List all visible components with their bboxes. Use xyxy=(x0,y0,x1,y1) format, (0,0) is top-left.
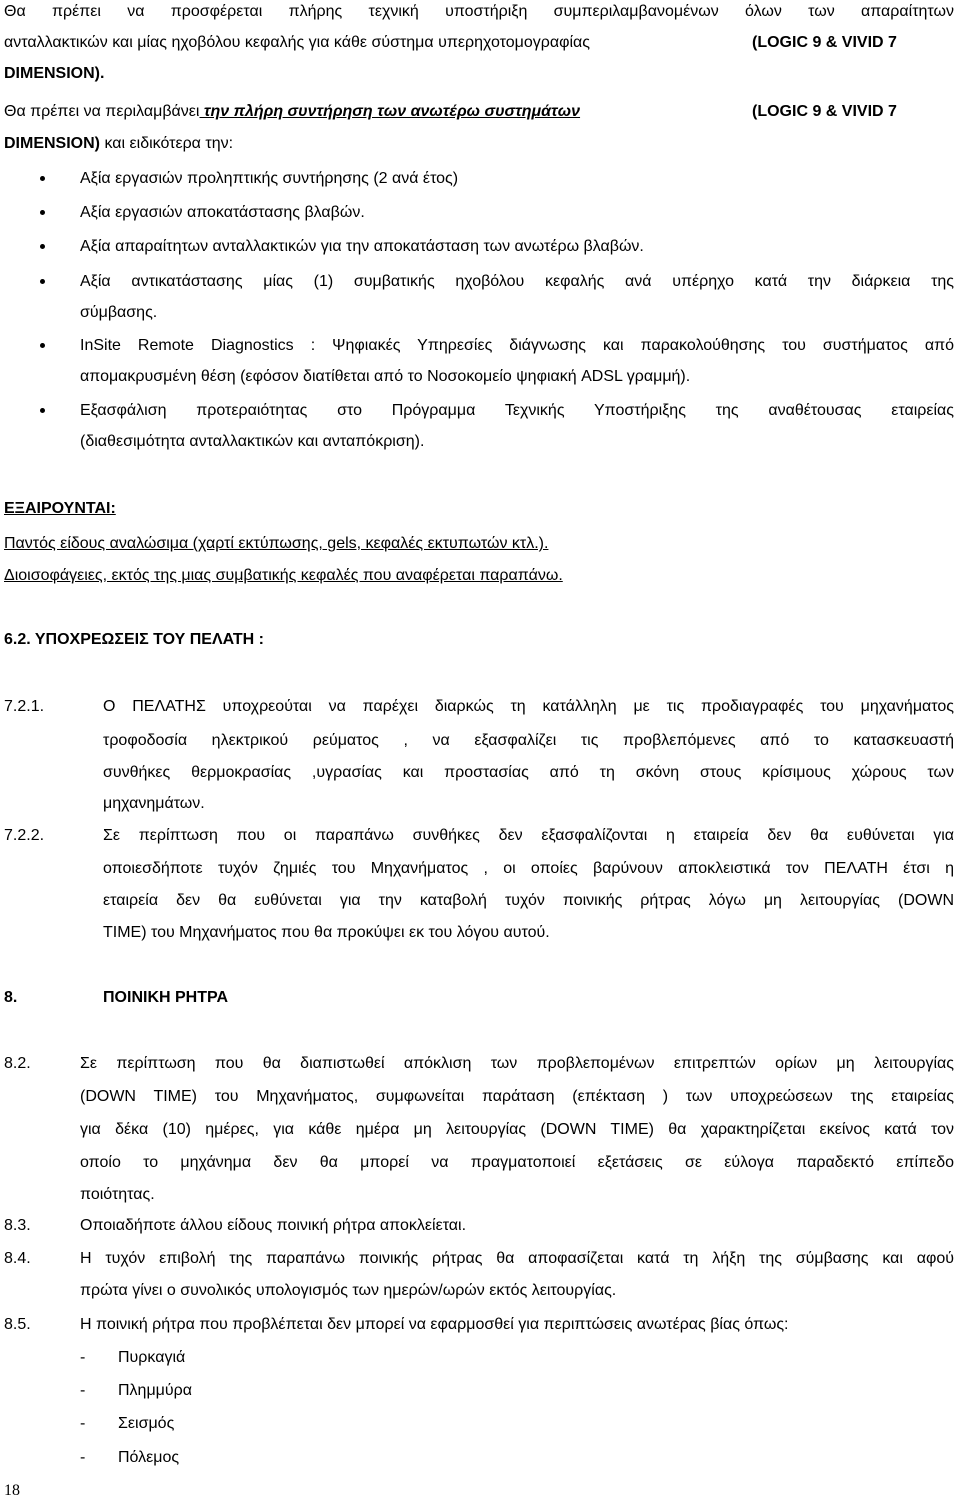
intro2-text: Θα πρέπει να περιλαμβάνει xyxy=(4,103,200,120)
section-8-number: 8. xyxy=(4,989,18,1006)
force-majeure-dash: - xyxy=(80,1349,86,1366)
clause-8-5-line-1: Η ποινική ρήτρα που προβλέπεται δεν μπορεί να εφαρμοσθεί για περιπτώσεις ανωτέρας βίας όπως: xyxy=(80,1316,789,1333)
intro-paragraph-1-line-3: DIMENSION). xyxy=(4,65,105,82)
clause-8-4-number: 8.4. xyxy=(4,1250,31,1267)
clause-8-5-number: 8.5. xyxy=(4,1316,31,1333)
bullet-item-1: Αξία εργασιών προληπτικής συντήρησης (2 ανά έτος) xyxy=(80,170,459,187)
force-majeure-item: Πυρκαγιά xyxy=(118,1349,186,1366)
intro2-tail: και ειδικότερα την: xyxy=(100,135,234,152)
clause-7-2-1-line-2: τροφοδοσία ηλεκτρικού ρεύματος , να εξασφαλίζει τις προβλεπόμενες από το κατασκευαστή xyxy=(103,732,954,749)
bullet-icon xyxy=(40,210,45,215)
force-majeure-item: Σεισμός xyxy=(118,1415,175,1432)
clause-8-2-line-3: για δέκα (10) ημέρες, για κάθε ημέρα μη λειτουργίας (DOWN TIME) θα χαρακτηρίζεται εκείνος κατά τον xyxy=(80,1121,954,1138)
clause-7-2-2-number: 7.2.2. xyxy=(4,827,45,844)
intro-paragraph-2-line-2 xyxy=(4,134,233,154)
dimension-label: DIMENSION) xyxy=(4,135,100,152)
clause-7-2-2-line-1: Σε περίπτωση που οι παραπάνω συνθήκες δεν εξασφαλίζονται η εταιρεία δεν θα ευθύνεται για xyxy=(103,827,954,844)
bullet-item-6-line-1: Εξασφάλιση προτεραιότητας στο Πρόγραμμα Τεχνικής Υποστήριξης της αναθέτουσας εταιρείας xyxy=(80,402,954,419)
clause-7-2-1-line-4: μηχανημάτων. xyxy=(103,795,205,812)
clause-8-3-line-1: Οποιαδήποτε άλλου είδους ποινική ρήτρα αποκλείεται. xyxy=(80,1217,467,1234)
system-models: (LOGIC 9 & VIVID 7 xyxy=(752,34,897,51)
force-majeure-item: Πόλεμος xyxy=(118,1449,180,1466)
bullet-icon xyxy=(40,244,45,249)
force-majeure-dash: - xyxy=(80,1382,86,1399)
section-6-2-heading: 6.2. ΥΠΟΧΡΕΩΣΕΙΣ ΤΟΥ ΠΕΛΑΤΗ : xyxy=(4,631,264,648)
exclusions-heading: ΕΞΑΙΡΟΥΝΤΑΙ: xyxy=(4,500,116,517)
intro-paragraph-1-line-1: Θα πρέπει να προσφέρεται πλήρης τεχνική υποστήριξη συμπεριλαμβανομένων όλων των απαραίτητων xyxy=(4,3,954,20)
clause-7-2-2-line-4: TIME) του Μηχανήματος που θα προκύψει εκ του λόγου αυτού. xyxy=(103,924,550,941)
exclusion-item-2: Διοισοφάγειες, εκτός της μιας συμβατικής κεφαλές που αναφέρεται παραπάνω. xyxy=(4,567,563,584)
system-models-2: (LOGIC 9 & VIVID 7 xyxy=(752,103,897,120)
bullet-item-5-line-2: απομακρυσμένη θέση (εφόσον διατίθεται από το Νοσοκομείο ψηφιακή ADSL γραμμή). xyxy=(80,368,691,385)
intro2-emphasis: την πλήρη συντήρηση των ανωτέρω συστημάτων xyxy=(199,103,581,120)
clause-7-2-1-line-3: συνθήκες θερμοκρασίας ,υγρασίας και προστασίας από τη σκόνη στους κρίσιμους χώρους των xyxy=(103,764,954,781)
bullet-item-5-line-1: InSite Remote Diagnostics : Ψηφιακές Υπηρεσίες διάγνωσης και παρακολούθησης του συστήματος από xyxy=(80,337,954,354)
bullet-item-3: Αξία απαραίτητων ανταλλακτικών για την αποκατάσταση των ανωτέρω βλαβών. xyxy=(80,238,644,255)
clause-8-2-number: 8.2. xyxy=(4,1055,31,1072)
bullet-icon xyxy=(40,176,45,181)
clause-7-2-1-number: 7.2.1. xyxy=(4,698,45,715)
page-number: 18 xyxy=(4,1482,20,1499)
bullet-item-4-line-1: Αξία αντικατάστασης μίας (1) συμβατικής ηχοβόλου κεφαλής ανά υπέρηχο κατά την διάρκεια της xyxy=(80,273,954,290)
force-majeure-dash: - xyxy=(80,1415,86,1432)
clause-7-2-2-line-3: εταιρεία δεν θα ευθύνεται για την καταβολή τυχόν ποινικής ρήτρας λόγω μη λειτουργίας (DOWN xyxy=(103,892,954,909)
section-8-title: ΠΟΙΝΙΚΗ ΡΗΤΡΑ xyxy=(103,989,229,1006)
bullet-item-6-line-2: (διαθεσιμότητα ανταλλακτικών και ανταπόκριση). xyxy=(80,433,425,450)
intro-paragraph-2-line-1 xyxy=(4,102,897,122)
clause-7-2-1-line-1: Ο ΠΕΛΑΤΗΣ υποχρεούται να παρέχει διαρκώς τη κατάλληλη με τις προδιαγραφές του μηχανήματος xyxy=(103,698,954,715)
clause-8-4-line-2: πρώτα γίνει ο συνολικός υπολογισμός των ημερών/ωρών εκτός λειτουργίας. xyxy=(80,1282,617,1299)
clause-8-2-line-5: ποιότητας. xyxy=(80,1186,155,1203)
intro-paragraph-1-line-2 xyxy=(4,33,897,53)
clause-8-2-line-4: οποίο το μηχάνημα δεν θα μπορεί να πραγματοποιεί εξετάσεις σε εύλογα παραδεκτό επίπεδο xyxy=(80,1154,954,1171)
bullet-icon xyxy=(40,343,45,348)
bullet-icon xyxy=(40,408,45,413)
force-majeure-dash: - xyxy=(80,1449,86,1466)
clause-8-4-line-1: Η τυχόν επιβολή της παραπάνω ποινικής ρήτρας θα αποφασίζεται κατά τη λήξη της σύμβασης και αφού xyxy=(80,1250,954,1267)
bullet-item-2: Αξία εργασιών αποκατάστασης βλαβών. xyxy=(80,204,365,221)
force-majeure-item: Πλημμύρα xyxy=(118,1382,192,1399)
clause-8-2-line-1: Σε περίπτωση που θα διαπιστωθεί απόκλιση των προβλεπομένων επιτρεπτών ορίων μη λειτουργίας xyxy=(80,1055,954,1072)
exclusion-item-1: Παντός είδους αναλώσιμα (χαρτί εκτύπωσης, gels, κεφαλές εκτυπωτών κτλ.). xyxy=(4,535,549,552)
intro-text: ανταλλακτικών και μίας ηχοβόλου κεφαλής για κάθε σύστημα υπερηχοτομογραφίας xyxy=(4,34,591,51)
clause-7-2-2-line-2: οποιεσδήποτε τυχόν ζημιές του Μηχανήματος , οι οποίες βαρύνουν αποκλειστικά τον ΠΕΛΑΤΗ έτσι η xyxy=(103,860,954,877)
clause-8-2-line-2: (DOWN TIME) του Μηχανήματος, συμφωνείται παράταση (επέκταση ) των υποχρεώσεων της εταιρείας xyxy=(80,1088,954,1105)
bullet-item-4-line-2: σύμβασης. xyxy=(80,304,158,321)
bullet-icon xyxy=(40,279,45,284)
clause-8-3-number: 8.3. xyxy=(4,1217,31,1234)
